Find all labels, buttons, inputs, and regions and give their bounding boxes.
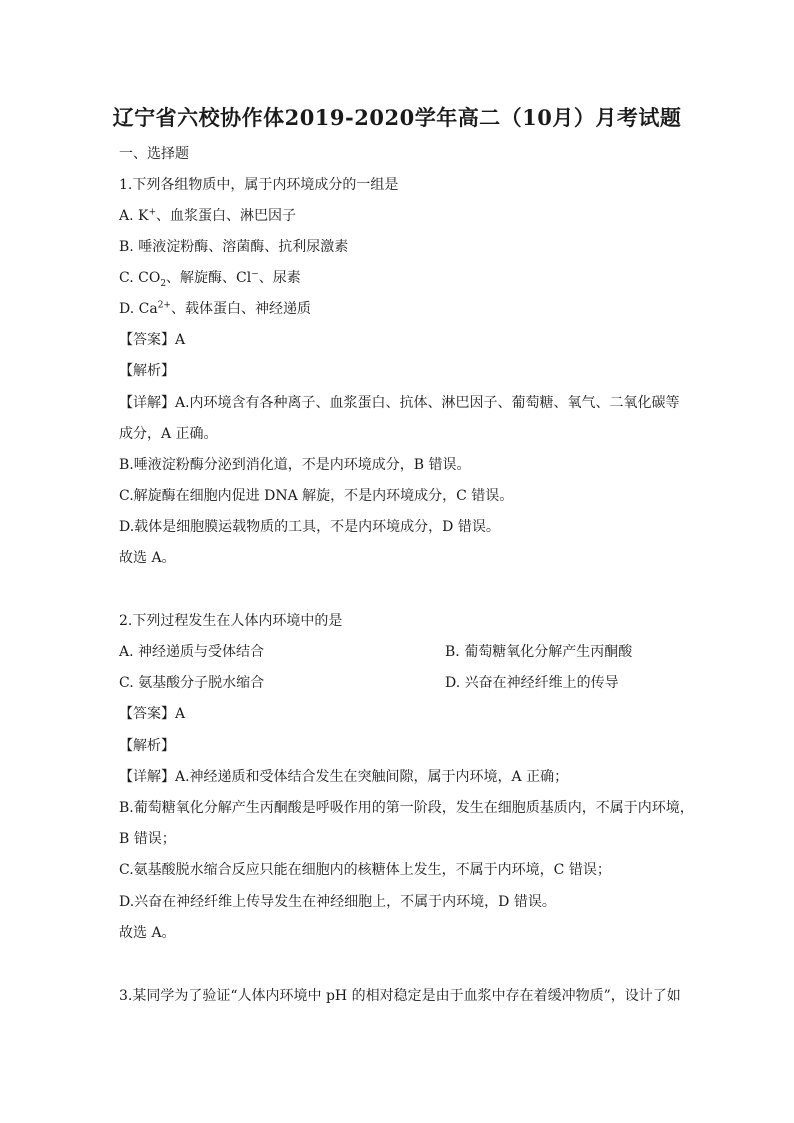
- q1-answer: 【答案】A: [119, 332, 186, 348]
- q1-conclusion: 故选 A。: [119, 550, 176, 566]
- document-title: 辽宁省六校协作体2019-2020学年高二（10月）月考试题: [112, 105, 682, 130]
- q3-stem: 3.某同学为了验证“人体内环境中 pH 的相对稳定是由于血浆中存在着缓冲物质”，设计了如: [119, 988, 681, 1004]
- q2-conclusion: 故选 A。: [119, 925, 176, 941]
- q1-option-a: A. K+、血浆蛋白、淋巴因子: [119, 207, 297, 224]
- q2-option-b: B. 葡萄糖氧化分解产生丙酮酸: [445, 644, 633, 660]
- q1-option-d: D. $Ca^{2+}$、载体蛋白、神经递质: [119, 300, 311, 317]
- section-heading: 一、选择题: [119, 146, 189, 162]
- q2-detail-4: C.氨基酸脱水缩合反应只能在细胞内的核糖体上发生，不属于内环境，C 错误；: [119, 862, 611, 878]
- q1-detail-5: D.载体是细胞膜运载物质的工具，不是内环境成分，D 错误。: [119, 519, 500, 535]
- q2-analysis-label: 【解析】: [119, 738, 175, 754]
- q1-detail-2: 成分，A 正确。: [119, 426, 218, 442]
- q2-detail-5: D.兴奋在神经纤维上传导发生在神经细胞上，不属于内环境，D 错误。: [119, 894, 556, 910]
- q2-detail-1: 【详解】A.神经递质和受体结合发生在突触间隙，属于内环境，A 正确；: [119, 769, 569, 785]
- q1-analysis-label: 【解析】: [119, 363, 175, 379]
- q2-answer: 【答案】A: [119, 706, 186, 722]
- q2-detail-2: B.葡萄糖氧化分解产生丙酮酸是呼吸作用的第一阶段，发生在细胞质基质内，不属于内环境，: [119, 800, 694, 816]
- q1-option-b: B. 唾液淀粉酶、溶菌酶、抗利尿激素: [119, 239, 349, 255]
- q2-detail-3: B 错误；: [119, 831, 176, 847]
- q2-option-a: A. 神经递质与受体结合: [119, 644, 265, 660]
- q2-option-d: D. 兴奋在神经纤维上的传导: [445, 675, 619, 691]
- q2-option-c: C. 氨基酸分子脱水缩合: [119, 675, 265, 691]
- q1-detail-3: B.唾液淀粉酶分泌到消化道，不是内环境成分，B 错误。: [119, 457, 471, 473]
- q1-detail-1: 【详解】A.内环境含有各种离子、血浆蛋白、抗体、淋巴因子、葡萄糖、氧气、二氧化碳等: [119, 395, 680, 411]
- q1-detail-4: C.解旋酶在细胞内促进 DNA 解旋，不是内环境成分，C 错误。: [119, 488, 514, 504]
- q2-stem: 2.下列过程发生在人体内环境中的是: [119, 613, 343, 629]
- q1-option-c: C. $CO_2$、解旋酶、Cl−、尿素: [119, 269, 301, 289]
- q1-stem: 1.下列各组物质中，属于内环境成分的一组是: [119, 177, 399, 193]
